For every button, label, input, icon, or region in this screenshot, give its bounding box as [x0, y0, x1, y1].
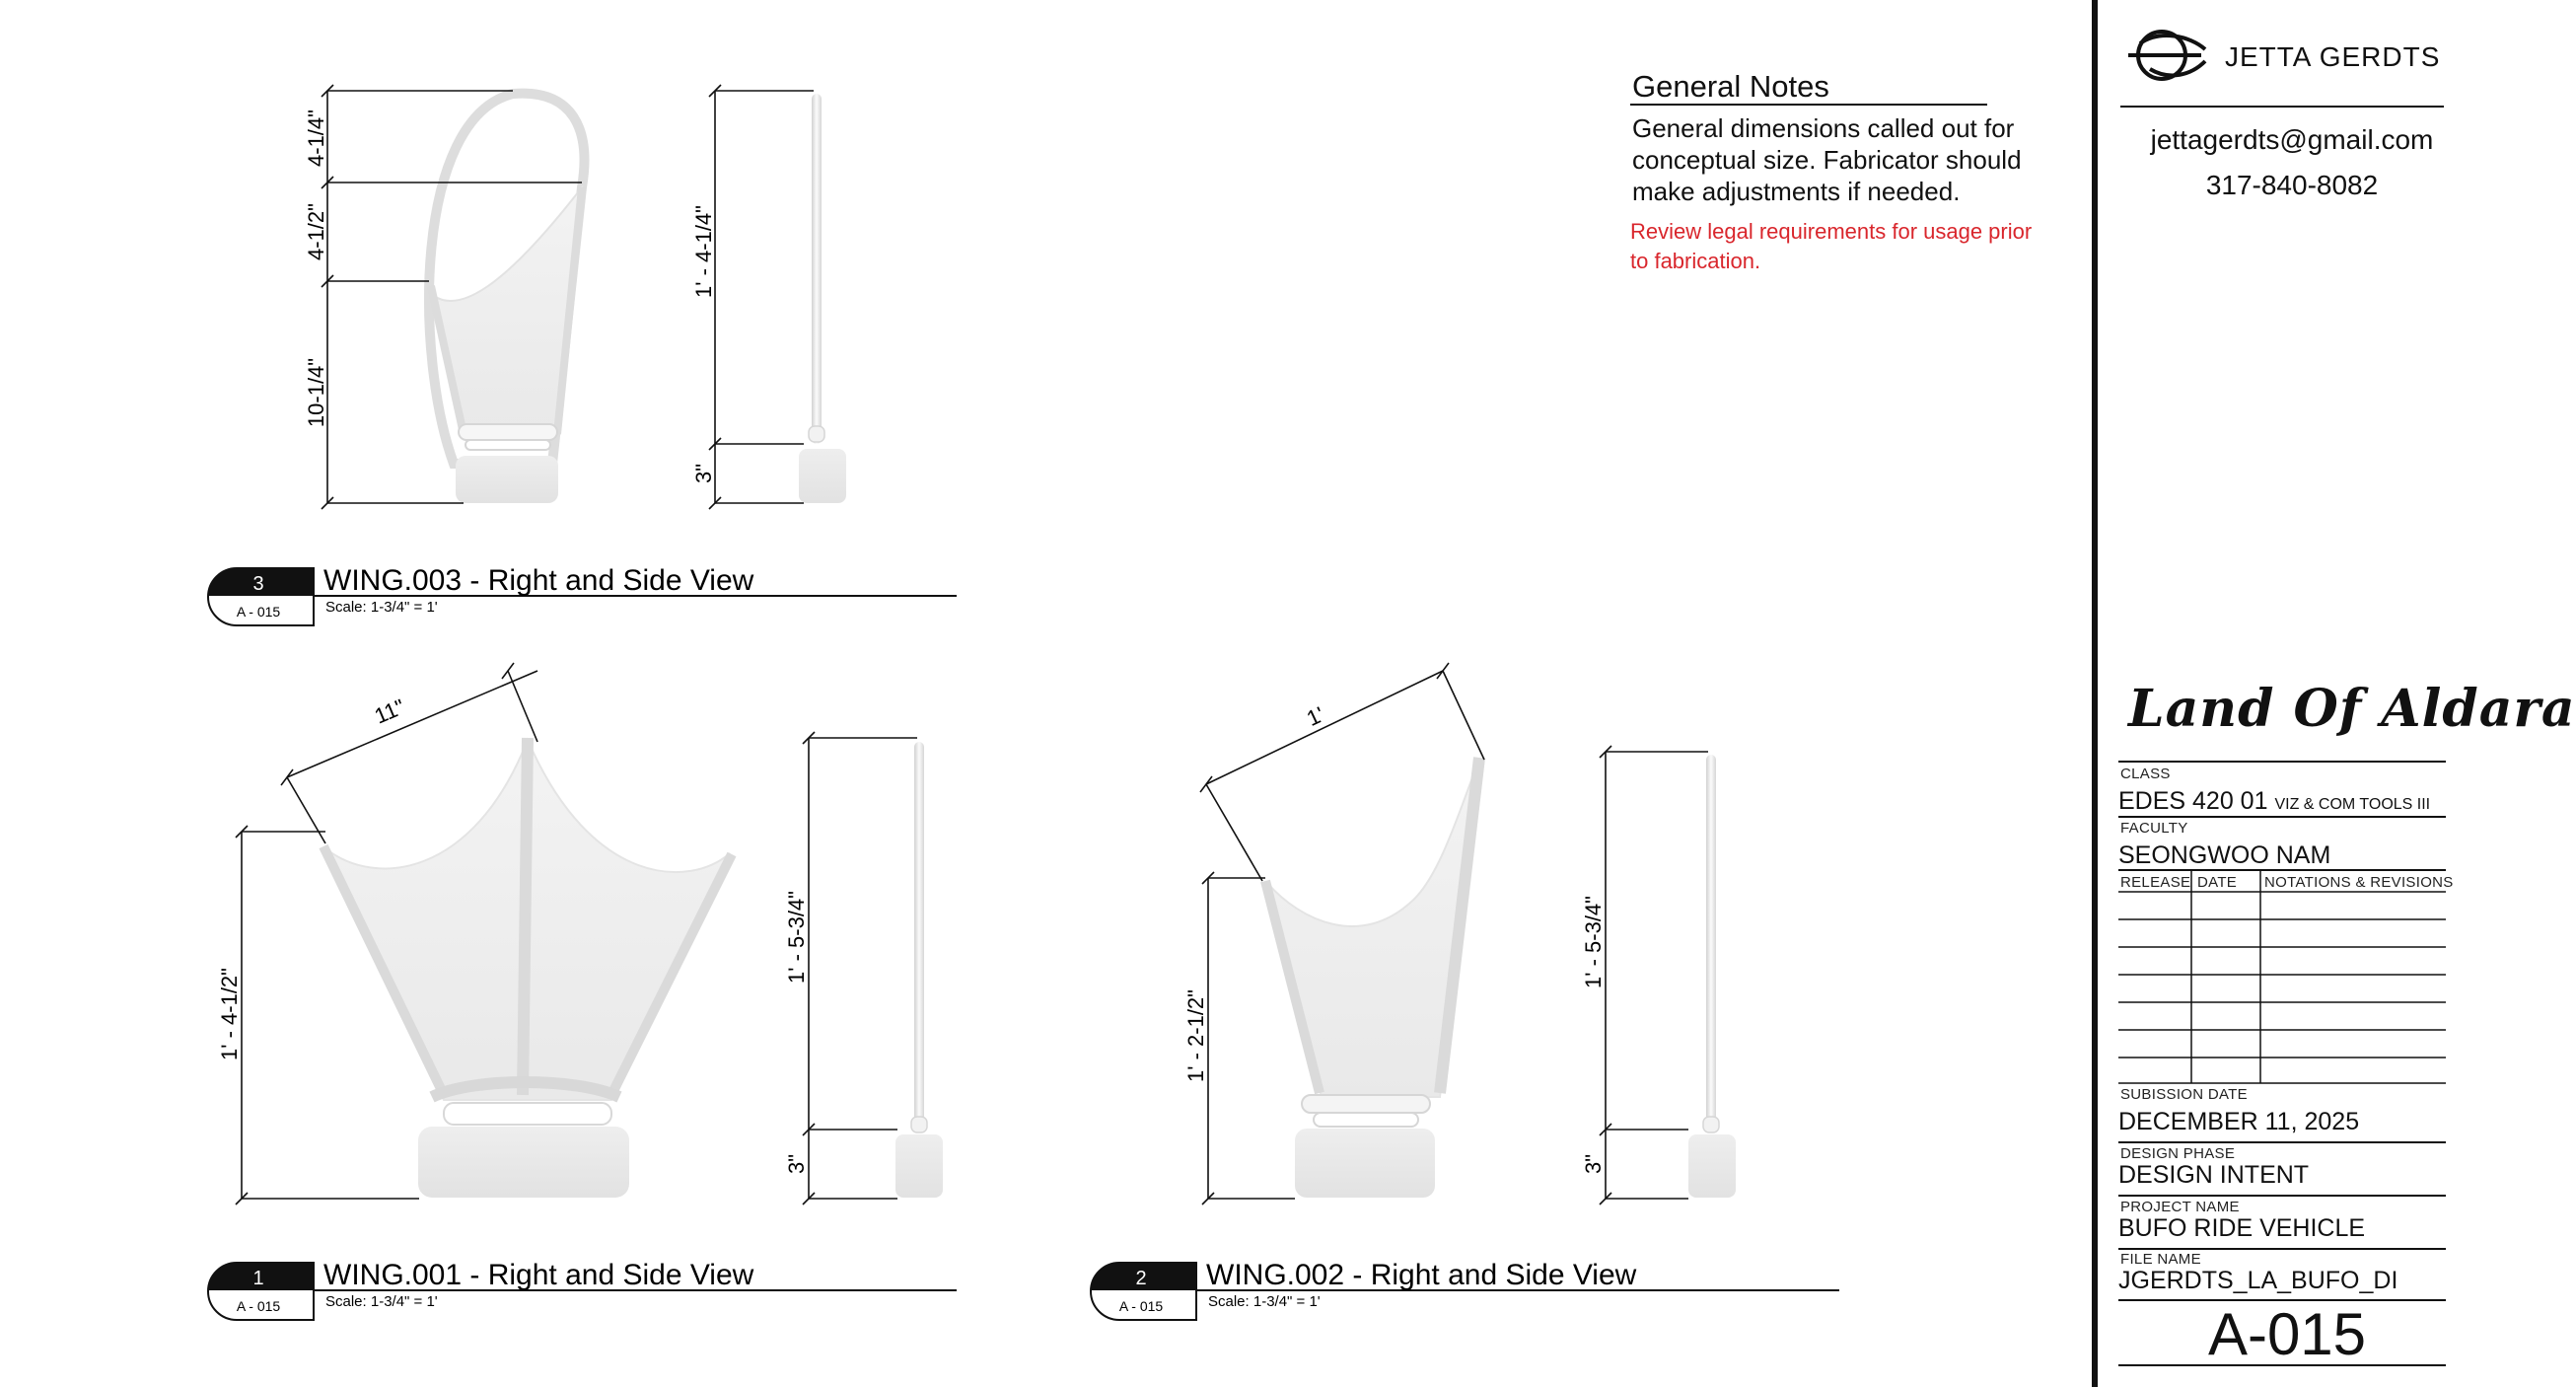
- dim-wing-002-side-height: 1' - 5-3/4": [1581, 896, 1606, 988]
- dim-wing-001-height: 1' - 4-1/2": [217, 968, 242, 1060]
- dim-wing-003-side-base: 3": [691, 463, 716, 484]
- dim-wing-003-top: 4-1/4": [304, 110, 328, 167]
- wing-002-side-collar: [1703, 1117, 1719, 1132]
- wing-002-side-spar: [1706, 755, 1716, 1132]
- class-label: CLASS: [2120, 766, 2171, 782]
- wing-003-side-collar: [809, 426, 824, 442]
- wing-003-side-spar: [812, 94, 822, 444]
- view-title-1: [208, 1259, 957, 1320]
- dim-wing-001-side-base: 3": [784, 1153, 809, 1175]
- class-value: [2118, 787, 2430, 816]
- wing-002-base: [1295, 1129, 1435, 1198]
- wing-002-collar: [1302, 1095, 1430, 1113]
- general-notes-title: General Notes: [1632, 69, 1829, 104]
- general-notes-body: General dimensions called out for conceptual size. Fabricator should make adjustments if needed.: [1632, 113, 2022, 206]
- dim-wing-002-height: 1' - 2-1/2": [1183, 989, 1208, 1082]
- wing-003-side-base: [799, 449, 846, 503]
- general-notes-warning: Review legal requirements for usage prior to fabrication.: [1630, 219, 2033, 273]
- submission-label: SUBISSION DATE: [2120, 1086, 2248, 1103]
- wing-002-collar-ring: [1314, 1113, 1418, 1127]
- wing-003-side-view: [799, 94, 846, 503]
- designer-email[interactable]: jettagerdts@gmail.com: [2150, 124, 2434, 155]
- design-phase-value: DESIGN INTENT: [2118, 1161, 2310, 1189]
- wing-002-right-view: [1265, 758, 1479, 1198]
- designer-phone: 317-840-8082: [2205, 170, 2379, 200]
- wing-003-base: [456, 456, 558, 503]
- view-1-number: 1: [252, 1268, 264, 1289]
- wing-001-right-view: [323, 738, 732, 1198]
- class-suffix: VIZ & COM TOOLS III: [2274, 796, 2431, 813]
- design-phase-label: DESIGN PHASE: [2120, 1145, 2236, 1162]
- dim-wing-003-lower: 10-1/4": [304, 357, 328, 428]
- view-2-title: WING.002 - Right and Side View: [1206, 1259, 1637, 1291]
- designer-name: JETTA GERDTS: [2225, 41, 2441, 72]
- wing-003-collar-ring: [465, 440, 550, 450]
- wing-001-side-spar: [914, 742, 924, 1132]
- wing-001-base: [418, 1127, 629, 1198]
- faculty-value: SEONGWOO NAM: [2118, 841, 2331, 869]
- revisions-header-release: RELEASE: [2120, 874, 2191, 891]
- dim-wing-002-side-base: 3": [1581, 1153, 1606, 1175]
- dim-wing-003-side-height: 1' - 4-1/4": [691, 205, 716, 298]
- wing-001-side-view: [895, 742, 943, 1198]
- wing-001-spar-center: [523, 738, 528, 1095]
- wing-003-collar: [459, 424, 557, 440]
- wing-002-side-base: [1688, 1134, 1736, 1198]
- designer-logo-icon: [2128, 32, 2205, 79]
- dim-wing-001-side-height: 1' - 5-3/4": [784, 891, 809, 984]
- dim-wing-002-span: 1': [1303, 701, 1328, 732]
- view-2-scale: Scale: 1-3/4" = 1': [1208, 1293, 1321, 1310]
- revisions-header-notations: NOTATIONS & REVISIONS: [2264, 874, 2454, 891]
- view-3-title: WING.003 - Right and Side View: [323, 564, 754, 597]
- dim-wing-003-mid: 4-1/2": [304, 203, 328, 260]
- view-title-2: [1091, 1259, 1839, 1320]
- view-1-sheet-ref: A - 015: [236, 1298, 281, 1314]
- faculty-label: FACULTY: [2120, 820, 2188, 837]
- project-name-value: BUFO RIDE VEHICLE: [2118, 1214, 2366, 1242]
- wing-001-side-collar: [911, 1117, 927, 1132]
- file-name-label: FILE NAME: [2120, 1251, 2201, 1268]
- project-name-label: PROJECT NAME: [2120, 1199, 2240, 1215]
- view-title-3: [208, 564, 957, 625]
- wing-003-right-view: [429, 94, 584, 503]
- revisions-header-date: DATE: [2197, 874, 2238, 891]
- view-1-title: WING.001 - Right and Side View: [323, 1259, 754, 1291]
- project-logo: Land Of Aldara: [2128, 679, 2576, 739]
- file-name-value: JGERDTS_LA_BUFO_DI: [2118, 1267, 2398, 1294]
- wing-002-side-view: [1688, 755, 1736, 1198]
- view-2-sheet-ref: A - 015: [1118, 1298, 1164, 1314]
- view-3-number: 3: [252, 573, 264, 595]
- submission-value: DECEMBER 11, 2025: [2118, 1108, 2360, 1135]
- dim-wing-001-span: 11": [371, 694, 409, 729]
- view-1-scale: Scale: 1-3/4" = 1': [325, 1293, 438, 1310]
- wing-001-collar-ring: [444, 1103, 611, 1125]
- view-3-sheet-ref: A - 015: [236, 604, 281, 620]
- class-code: EDES 420 01: [2118, 787, 2268, 815]
- sheet-number: A-015: [2207, 1301, 2367, 1367]
- wing-001-side-base: [895, 1134, 943, 1198]
- view-2-number: 2: [1135, 1268, 1147, 1289]
- view-3-scale: Scale: 1-3/4" = 1': [325, 599, 438, 616]
